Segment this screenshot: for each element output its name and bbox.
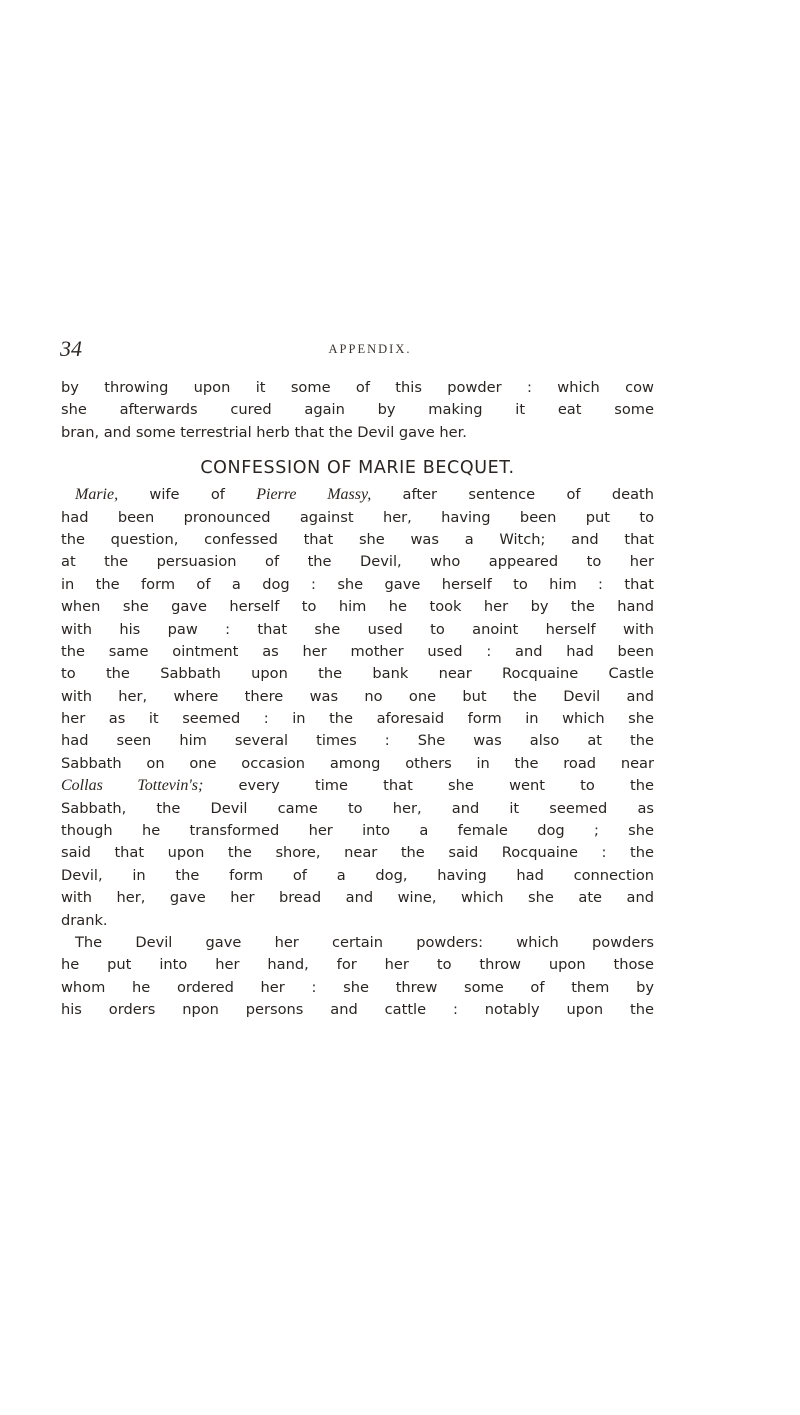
paragraph-first-line: [61, 484, 654, 506]
text-line: Sabbath on one occasion among others in the road near: [61, 754, 654, 772]
text-line: the same ointment as her mother used : and had been: [61, 642, 654, 660]
text-line: had been pronounced against her, having been put to: [61, 508, 654, 526]
running-head-title: APPENDIX.: [328, 342, 412, 356]
text-line: by throwing upon it some of this powder : which cow: [61, 379, 654, 396]
text-fragment: wife of: [118, 486, 257, 504]
place-name: Collas Tottevin's;: [61, 777, 204, 795]
text-line: though he transformed her into a female dog ; she: [61, 822, 654, 840]
body-text: [61, 377, 654, 1022]
text-line: with her, gave her bread and wine, which she ate and: [61, 889, 654, 907]
text-line: she afterwards cured again by making it eat some: [61, 401, 654, 419]
text-fragment: after sentence of death: [371, 486, 655, 504]
text-line: Devil, in the form of a dog, having had connection: [61, 866, 654, 884]
text-line: bran, and some terrestrial herb that the Devil gave her.: [61, 423, 467, 441]
text-line: he put into her hand, for her to throw upon those: [61, 956, 654, 974]
text-line: whom he ordered her : she threw some of them by: [61, 978, 654, 996]
person-name-pierre-massy: Pierre Massy,: [256, 486, 372, 504]
text-line: in the form of a dog : she gave herself to him : that: [61, 575, 654, 593]
section-heading: CONFESSION OF MARIE BECQUET.: [200, 458, 515, 479]
text-line: said that upon the shore, near the said Rocquaine : the: [61, 844, 654, 862]
text-fragment: every time that she went to the: [203, 777, 654, 795]
text-line-place: [61, 775, 654, 797]
text-line: at the persuasion of the Devil, who appeared to her: [61, 553, 654, 571]
text-line: had seen him several times : She was also at the: [61, 732, 654, 750]
text-line: The Devil gave her certain powders: which powders: [75, 933, 654, 951]
text-line: the question, confessed that she was a Witch; and that: [61, 530, 654, 548]
text-line: with his paw : that she used to anoint herself with: [61, 620, 654, 638]
person-name-marie: Marie,: [75, 486, 119, 504]
page-number: 34: [60, 336, 82, 361]
text-line: Sabbath, the Devil came to her, and it seemed as: [61, 799, 654, 817]
running-head: [60, 336, 680, 366]
text-line: when she gave herself to him he took her by the hand: [61, 598, 654, 616]
text-line: her as it seemed : in the aforesaid form in which she: [61, 710, 654, 728]
text-line: his orders npon persons and cattle : notably upon the: [61, 1001, 654, 1019]
text-line: with her, where there was no one but the Devil and: [61, 687, 654, 705]
text-line: to the Sabbath upon the bank near Rocquaine Castle: [61, 665, 654, 683]
text-line: drank.: [61, 911, 108, 929]
